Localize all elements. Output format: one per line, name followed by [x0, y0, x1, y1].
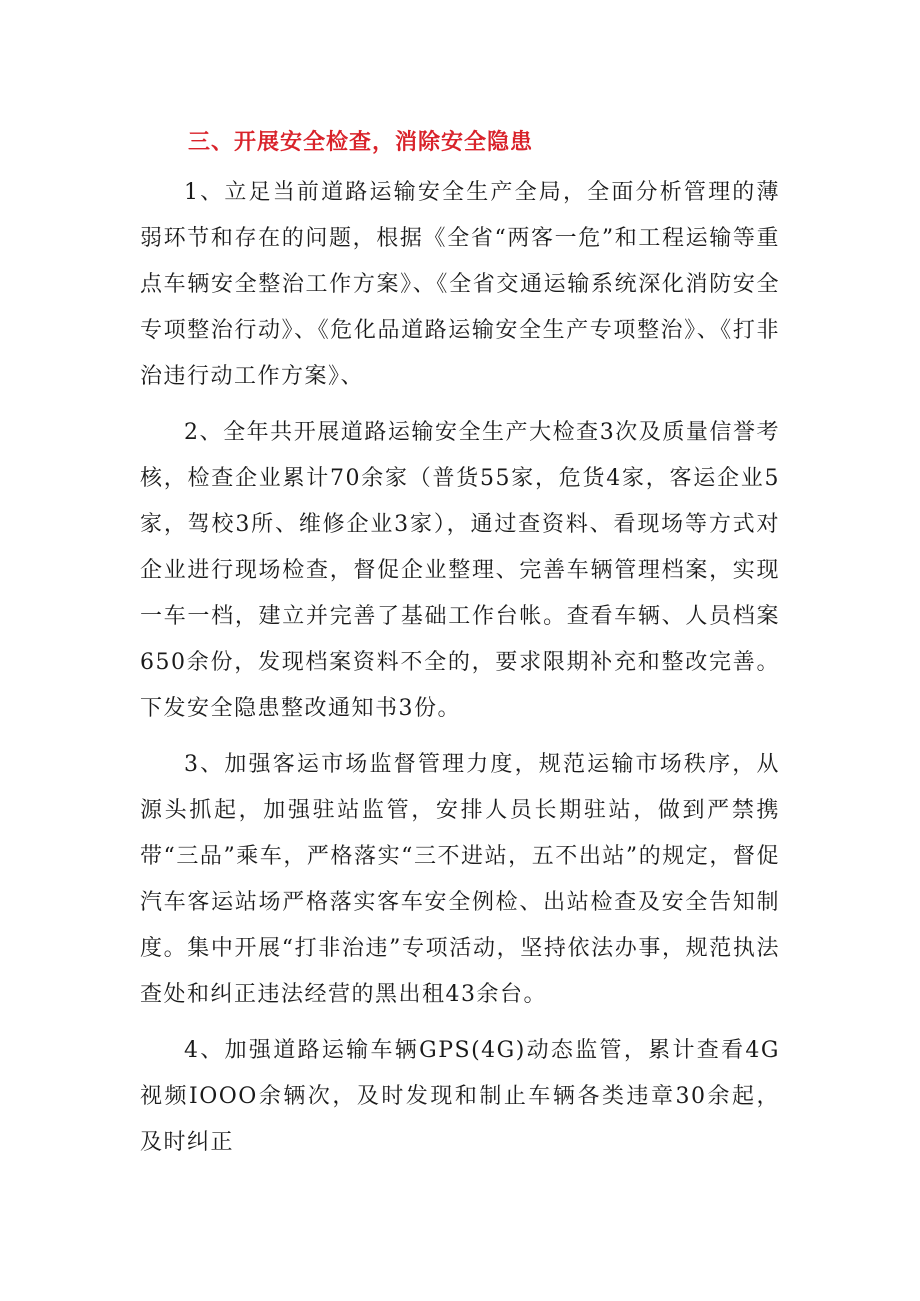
paragraph-3: 3、加强客运市场监督管理力度，规范运输市场秩序，从源头抓起，加强驻站监管，安排人员长期驻站，做到严禁携带“三品”乘车，严格落实“三不进站，五不出站”的规定，督促汽车客运站场严格落实客车安全例检、出站检查及安全告知制度。集中开展“打非治违”专项活动，坚持依法办事，规范执法查处和纠正违法经营的黑出租43余台。 [140, 752, 780, 1007]
paragraph-2: 2、全年共开展道路运输安全生产大检查3次及质量信誉考核，检查企业累计70余家（普货55家，危货4家，客运企业5家，驾校3所、维修企业3家），通过查资料、看现场等方式对企业进行现场检查，督促企业整理、完善车辆管理档案，实现一车一档，建立并完善了基础工作台帐。查看车辆、人员档案650余份，发现档案资料不全的，要求限期补充和整改完善。下发安全隐患整改通知书3份。 [140, 420, 780, 721]
document-body [140, 120, 780, 1176]
section-heading: 三、开展安全检查，消除安全隐患 [188, 130, 534, 155]
paragraph-1: 1、立足当前道路运输安全生产全局，全面分析管理的薄弱环节和存在的问题，根据《全省“两客一危”和工程运输等重点车辆安全整治工作方案》、《全省交通运输系统深化消防安全专项整治行动》、《危化品道路运输安全生产专项整治》、《打非治违行动工作方案》、 [140, 180, 780, 389]
paragraph-4: 4、加强道路运输车辆GPS(4G)动态监管，累计查看4G视频IOOO余辆次，及时发现和制止车辆各类违章30余起，及时纠正 [140, 1038, 780, 1155]
